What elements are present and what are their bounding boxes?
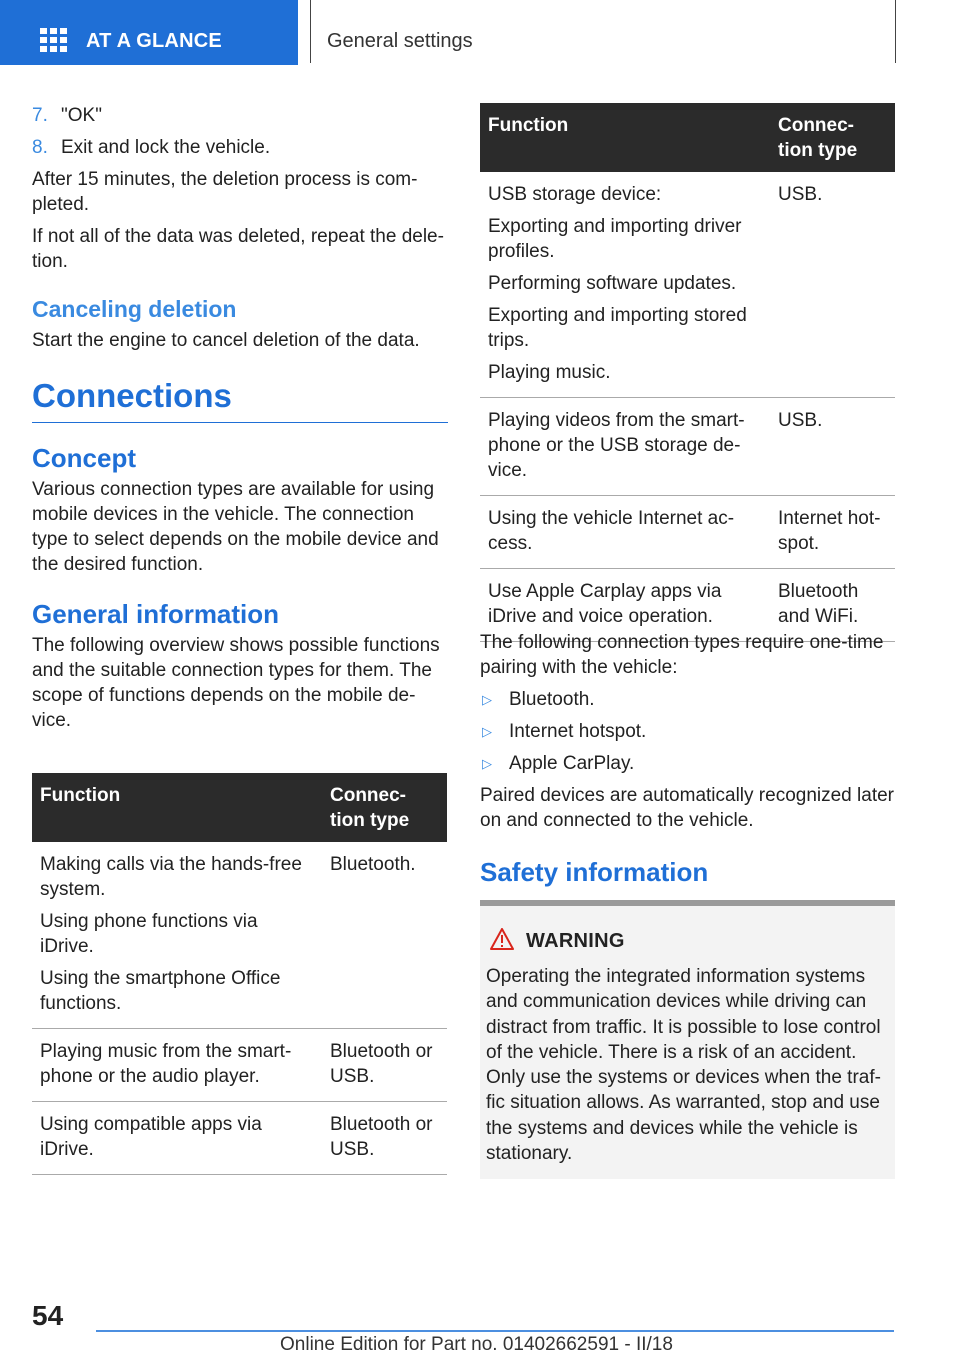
type-cell: Bluetooth or USB. [322,1102,447,1175]
list-item [480,687,896,712]
right-column [480,630,896,887]
cell-text: Using compatible apps via iDrive. [40,1114,262,1160]
triangle-bullet-icon: ▷ [482,724,492,739]
function-cell [480,172,770,398]
column-header-function: Function [480,103,770,172]
cell-text: Use Apple Carplay apps via iDrive and voice operation. [488,581,722,627]
page-header [310,0,896,63]
warning-box [480,900,895,1179]
step-item [32,135,448,160]
step-number: 7. [32,105,48,126]
heading-concept: Concept [32,443,136,473]
paragraph: If not all of the data was deleted, repeat the dele‐tion. [32,226,444,272]
table-header [480,103,895,172]
cell-text: Using the smartphone Office functions. [40,968,281,1014]
cell-text: Playing videos from the smart‐phone or the USB storage de‐vice. [488,410,745,481]
cell-text: Playing music. [488,362,611,383]
list-item-text: Apple CarPlay. [509,753,635,774]
list-item-text: Bluetooth. [509,689,595,710]
cell-text: USB storage device: [488,184,662,205]
warning-text: Operating the integrated information systems and communication devices while driving can distract from traffic. It is possible to lose control of the vehicle. There is a risk of an accident. Only use the systems or devices when the traf‐fic situation allows. As warranted, stop and use the systems and devices while the vehicle is stationary. [486,966,881,1165]
table-row [480,172,895,398]
table-header [32,773,447,842]
section-tab[interactable] [0,0,298,65]
cell-text: Making calls via the hands-free system. [40,854,302,900]
column-header-function: Function [32,773,322,842]
paragraph: The following overview shows possible functions and the suitable connection types for them. The scope of functions depends on the mobile de‐vice. [32,635,440,731]
list-item-text: Internet hotspot. [509,721,647,742]
connection-table-left [32,773,447,1175]
type-cell: USB. [770,172,895,398]
heading-safety-information: Safety information [480,857,709,887]
table-row [32,1029,447,1102]
paragraph: Start the engine to cancel deletion of the data. [32,330,420,351]
table-row [480,398,895,496]
paragraph: Various connection types are available for using mobile devices in the vehicle. The connection type to select depends on the mobile device and the desired function. [32,479,439,575]
page-number: 54 [32,1300,64,1331]
footer-divider [96,1330,894,1332]
page-title: General settings [327,30,473,52]
warning-triangle-icon [490,928,514,950]
table-row [32,842,447,1029]
type-cell: Bluetooth and WiFi. [770,569,895,642]
function-cell [32,1102,322,1175]
footer-edition: Online Edition for Part no. 01402662591 - II/18 [280,1334,673,1355]
warning-label: WARNING [526,930,625,952]
list-item [480,719,896,744]
table-row [32,1102,447,1175]
step-text: Exit and lock the vehicle. [61,137,271,158]
cell-text: Using phone functions via iDrive. [40,911,258,957]
left-column [32,103,448,733]
cell-text: Exporting and importing stored trips. [488,305,747,351]
column-header-type: Connec‐tion type [322,773,447,842]
grid-icon [40,28,68,52]
paragraph: After 15 minutes, the deletion process is com‐pleted. [32,169,418,215]
heading-canceling-deletion: Canceling deletion [32,296,237,322]
step-item [32,103,448,128]
step-number: 8. [32,137,48,158]
cell-text: Exporting and importing driver profiles. [488,216,742,262]
cell-text: Using the vehicle Internet ac‐cess. [488,508,735,554]
triangle-bullet-icon: ▷ [482,756,492,771]
step-text: "OK" [61,105,102,126]
heading-connections: Connections [32,376,448,423]
table-row [480,496,895,569]
type-cell: Bluetooth or USB. [322,1029,447,1102]
column-header-type: Connec‐tion type [770,103,895,172]
cell-text: Performing software updates. [488,273,737,294]
paragraph: Paired devices are automatically recognized later on and connected to the vehicle. [480,785,894,831]
connection-table-right [480,103,895,642]
type-cell: Internet hot‐spot. [770,496,895,569]
section-label: AT A GLANCE [86,30,222,52]
type-cell: Bluetooth. [322,842,447,1029]
heading-general-information: General information [32,599,280,629]
type-cell: USB. [770,398,895,496]
function-cell [32,1029,322,1102]
function-cell [480,496,770,569]
function-cell [480,398,770,496]
triangle-bullet-icon: ▷ [482,692,492,707]
cell-text: Playing music from the smart‐phone or the audio player. [40,1041,292,1087]
list-item [480,751,896,776]
paragraph: The following connection types require one-time pairing with the vehicle: [480,632,884,678]
function-cell [32,842,322,1029]
